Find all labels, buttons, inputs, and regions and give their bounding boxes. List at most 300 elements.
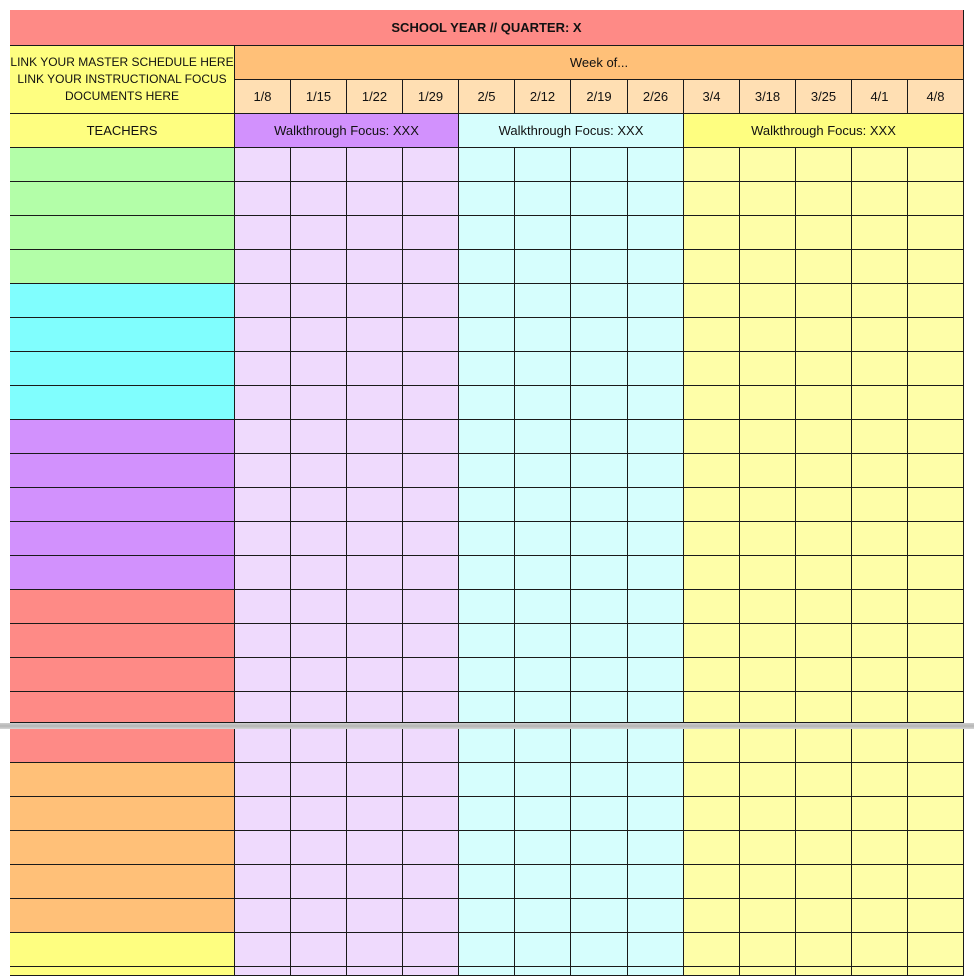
walkthrough-cell[interactable] (852, 797, 908, 831)
walkthrough-cell[interactable] (852, 148, 908, 182)
walkthrough-cell[interactable] (571, 454, 628, 488)
walkthrough-cell[interactable] (684, 352, 740, 386)
walkthrough-cell[interactable] (852, 590, 908, 624)
walkthrough-cell[interactable] (684, 624, 740, 658)
walkthrough-cell[interactable] (740, 658, 796, 692)
teacher-cell[interactable] (10, 624, 235, 658)
walkthrough-cell[interactable] (459, 216, 515, 250)
walkthrough-cell[interactable] (459, 182, 515, 216)
walkthrough-cell[interactable] (347, 250, 403, 284)
walkthrough-cell[interactable] (403, 967, 459, 976)
walkthrough-cell[interactable] (515, 899, 571, 933)
walkthrough-cell[interactable] (740, 692, 796, 723)
walkthrough-cell[interactable] (684, 797, 740, 831)
teachers-header[interactable] (10, 114, 235, 148)
walkthrough-cell[interactable] (571, 831, 628, 865)
walkthrough-cell[interactable] (347, 933, 403, 967)
walkthrough-cell[interactable] (796, 250, 852, 284)
walkthrough-cell[interactable] (459, 284, 515, 318)
walkthrough-cell[interactable] (908, 182, 964, 216)
walkthrough-cell[interactable] (684, 182, 740, 216)
walkthrough-cell[interactable] (235, 797, 291, 831)
walkthrough-cell[interactable] (235, 318, 291, 352)
walkthrough-cell[interactable] (852, 899, 908, 933)
walkthrough-cell[interactable] (403, 352, 459, 386)
walkthrough-cell[interactable] (628, 658, 684, 692)
walkthrough-cell[interactable] (347, 590, 403, 624)
walkthrough-cell[interactable] (515, 658, 571, 692)
walkthrough-cell[interactable] (291, 933, 347, 967)
walkthrough-cell[interactable] (347, 454, 403, 488)
walkthrough-cell[interactable] (347, 763, 403, 797)
walkthrough-cell[interactable] (459, 556, 515, 590)
walkthrough-cell[interactable] (235, 933, 291, 967)
walkthrough-cell[interactable] (796, 865, 852, 899)
walkthrough-cell[interactable] (403, 318, 459, 352)
walkthrough-cell[interactable] (571, 692, 628, 723)
walkthrough-cell[interactable] (796, 522, 852, 556)
walkthrough-cell[interactable] (459, 352, 515, 386)
walkthrough-cell[interactable] (740, 797, 796, 831)
walkthrough-cell[interactable] (628, 797, 684, 831)
walkthrough-cell[interactable] (347, 967, 403, 976)
walkthrough-cell[interactable] (291, 797, 347, 831)
walkthrough-cell[interactable] (347, 658, 403, 692)
walkthrough-cell[interactable] (403, 899, 459, 933)
walkthrough-cell[interactable] (852, 386, 908, 420)
walkthrough-cell[interactable] (291, 488, 347, 522)
walkthrough-cell[interactable] (459, 454, 515, 488)
walkthrough-cell[interactable] (740, 899, 796, 933)
walkthrough-cell[interactable] (347, 352, 403, 386)
week-3-4-header[interactable] (684, 80, 740, 114)
walkthrough-cell[interactable] (291, 729, 347, 763)
walkthrough-cell[interactable] (796, 797, 852, 831)
walkthrough-cell[interactable] (291, 556, 347, 590)
walkthrough-cell[interactable] (347, 148, 403, 182)
walkthrough-cell[interactable] (852, 933, 908, 967)
walkthrough-cell[interactable] (403, 250, 459, 284)
walkthrough-cell[interactable] (235, 148, 291, 182)
walkthrough-cell[interactable] (515, 624, 571, 658)
walkthrough-cell[interactable] (908, 797, 964, 831)
walkthrough-cell[interactable] (628, 556, 684, 590)
walkthrough-cell[interactable] (235, 454, 291, 488)
walkthrough-cell[interactable] (571, 797, 628, 831)
walkthrough-cell[interactable] (740, 420, 796, 454)
walkthrough-cell[interactable] (740, 522, 796, 556)
walkthrough-cell[interactable] (628, 865, 684, 899)
walkthrough-cell[interactable] (403, 624, 459, 658)
walkthrough-cell[interactable] (291, 899, 347, 933)
walkthrough-cell[interactable] (571, 865, 628, 899)
walkthrough-cell[interactable] (740, 318, 796, 352)
walkthrough-cell[interactable] (291, 624, 347, 658)
walkthrough-cell[interactable] (571, 729, 628, 763)
walkthrough-cell[interactable] (403, 865, 459, 899)
week-4-8-header[interactable] (908, 80, 964, 114)
walkthrough-cell[interactable] (796, 148, 852, 182)
walkthrough-cell[interactable] (291, 182, 347, 216)
walkthrough-cell[interactable] (684, 386, 740, 420)
walkthrough-cell[interactable] (684, 967, 740, 976)
walkthrough-cell[interactable] (347, 899, 403, 933)
walkthrough-cell[interactable] (347, 692, 403, 723)
walkthrough-cell[interactable] (908, 831, 964, 865)
walkthrough-cell[interactable] (291, 352, 347, 386)
walkthrough-cell[interactable] (235, 488, 291, 522)
walkthrough-cell[interactable] (459, 148, 515, 182)
walkthrough-cell[interactable] (852, 624, 908, 658)
walkthrough-cell[interactable] (235, 556, 291, 590)
walkthrough-cell[interactable] (796, 318, 852, 352)
instructional-focus-link[interactable]: LINK YOUR INSTRUCTIONAL FOCUS DOCUMENTS HERE (17, 72, 227, 103)
walkthrough-cell[interactable] (235, 182, 291, 216)
master-schedule-link[interactable]: LINK YOUR MASTER SCHEDULE HERE (10, 55, 234, 69)
walkthrough-cell[interactable] (852, 182, 908, 216)
walkthrough-focus-header-3[interactable] (684, 114, 964, 148)
walkthrough-cell[interactable] (347, 831, 403, 865)
walkthrough-cell[interactable] (740, 729, 796, 763)
walkthrough-cell[interactable] (459, 420, 515, 454)
walkthrough-cell[interactable] (852, 831, 908, 865)
walkthrough-cell[interactable] (684, 148, 740, 182)
walkthrough-cell[interactable] (235, 763, 291, 797)
walkthrough-cell[interactable] (235, 216, 291, 250)
walkthrough-cell[interactable] (459, 729, 515, 763)
walkthrough-cell[interactable] (515, 488, 571, 522)
teacher-cell[interactable] (10, 831, 235, 865)
week-4-1-header[interactable] (852, 80, 908, 114)
walkthrough-cell[interactable] (515, 318, 571, 352)
walkthrough-cell[interactable] (852, 522, 908, 556)
walkthrough-cell[interactable] (459, 522, 515, 556)
walkthrough-cell[interactable] (459, 318, 515, 352)
walkthrough-cell[interactable] (571, 216, 628, 250)
walkthrough-cell[interactable] (908, 763, 964, 797)
walkthrough-cell[interactable] (459, 967, 515, 976)
walkthrough-cell[interactable] (740, 967, 796, 976)
walkthrough-cell[interactable] (684, 216, 740, 250)
walkthrough-cell[interactable] (515, 386, 571, 420)
walkthrough-cell[interactable] (796, 729, 852, 763)
walkthrough-cell[interactable] (347, 729, 403, 763)
walkthrough-cell[interactable] (291, 284, 347, 318)
walkthrough-cell[interactable] (684, 865, 740, 899)
walkthrough-cell[interactable] (908, 250, 964, 284)
walkthrough-cell[interactable] (796, 454, 852, 488)
walkthrough-cell[interactable] (403, 763, 459, 797)
walkthrough-cell[interactable] (684, 763, 740, 797)
walkthrough-cell[interactable] (571, 318, 628, 352)
walkthrough-cell[interactable] (515, 692, 571, 723)
walkthrough-cell[interactable] (403, 522, 459, 556)
walkthrough-cell[interactable] (571, 488, 628, 522)
walkthrough-cell[interactable] (796, 933, 852, 967)
walkthrough-cell[interactable] (291, 658, 347, 692)
title-cell[interactable] (10, 10, 964, 46)
walkthrough-cell[interactable] (571, 522, 628, 556)
walkthrough-cell[interactable] (235, 967, 291, 976)
walkthrough-cell[interactable] (403, 556, 459, 590)
walkthrough-cell[interactable] (908, 454, 964, 488)
teacher-cell[interactable] (10, 967, 235, 976)
teacher-cell[interactable] (10, 933, 235, 967)
walkthrough-cell[interactable] (235, 658, 291, 692)
walkthrough-cell[interactable] (908, 488, 964, 522)
walkthrough-cell[interactable] (291, 454, 347, 488)
teacher-cell[interactable] (10, 318, 235, 352)
walkthrough-cell[interactable] (347, 556, 403, 590)
walkthrough-cell[interactable] (403, 831, 459, 865)
week-of-header[interactable] (235, 46, 964, 80)
walkthrough-cell[interactable] (515, 933, 571, 967)
walkthrough-cell[interactable] (684, 522, 740, 556)
teacher-cell[interactable] (10, 420, 235, 454)
walkthrough-cell[interactable] (403, 284, 459, 318)
walkthrough-cell[interactable] (571, 420, 628, 454)
walkthrough-cell[interactable] (796, 658, 852, 692)
walkthrough-cell[interactable] (347, 865, 403, 899)
walkthrough-cell[interactable] (571, 899, 628, 933)
walkthrough-cell[interactable] (796, 624, 852, 658)
walkthrough-cell[interactable] (852, 454, 908, 488)
week-1-8-header[interactable] (235, 80, 291, 114)
walkthrough-cell[interactable] (740, 454, 796, 488)
walkthrough-cell[interactable] (796, 352, 852, 386)
walkthrough-cell[interactable] (347, 216, 403, 250)
walkthrough-cell[interactable] (852, 250, 908, 284)
walkthrough-cell[interactable] (628, 284, 684, 318)
walkthrough-cell[interactable] (347, 488, 403, 522)
walkthrough-cell[interactable] (515, 352, 571, 386)
walkthrough-cell[interactable] (852, 284, 908, 318)
walkthrough-cell[interactable] (515, 250, 571, 284)
walkthrough-cell[interactable] (796, 420, 852, 454)
walkthrough-cell[interactable] (403, 933, 459, 967)
walkthrough-cell[interactable] (459, 797, 515, 831)
walkthrough-cell[interactable] (684, 284, 740, 318)
walkthrough-cell[interactable] (908, 420, 964, 454)
walkthrough-cell[interactable] (740, 624, 796, 658)
walkthrough-cell[interactable] (403, 797, 459, 831)
walkthrough-cell[interactable] (852, 865, 908, 899)
teacher-cell[interactable] (10, 692, 235, 723)
walkthrough-cell[interactable] (459, 933, 515, 967)
walkthrough-cell[interactable] (235, 590, 291, 624)
walkthrough-cell[interactable] (628, 522, 684, 556)
walkthrough-cell[interactable] (515, 556, 571, 590)
walkthrough-cell[interactable] (515, 967, 571, 976)
teacher-cell[interactable] (10, 284, 235, 318)
walkthrough-cell[interactable] (908, 899, 964, 933)
walkthrough-cell[interactable] (796, 692, 852, 723)
walkthrough-cell[interactable] (459, 590, 515, 624)
walkthrough-cell[interactable] (515, 831, 571, 865)
walkthrough-cell[interactable] (908, 556, 964, 590)
walkthrough-cell[interactable] (515, 797, 571, 831)
walkthrough-cell[interactable] (459, 488, 515, 522)
walkthrough-cell[interactable] (403, 658, 459, 692)
walkthrough-cell[interactable] (571, 624, 628, 658)
walkthrough-cell[interactable] (291, 831, 347, 865)
teacher-cell[interactable] (10, 763, 235, 797)
walkthrough-cell[interactable] (628, 692, 684, 723)
walkthrough-cell[interactable] (684, 899, 740, 933)
walkthrough-cell[interactable] (852, 488, 908, 522)
walkthrough-cell[interactable] (628, 763, 684, 797)
walkthrough-cell[interactable] (740, 933, 796, 967)
teacher-cell[interactable] (10, 899, 235, 933)
walkthrough-cell[interactable] (403, 454, 459, 488)
walkthrough-cell[interactable] (235, 624, 291, 658)
walkthrough-cell[interactable] (571, 148, 628, 182)
walkthrough-cell[interactable] (852, 216, 908, 250)
walkthrough-cell[interactable] (459, 624, 515, 658)
teacher-cell[interactable] (10, 148, 235, 182)
walkthrough-focus-header-1[interactable] (235, 114, 459, 148)
walkthrough-cell[interactable] (684, 658, 740, 692)
walkthrough-cell[interactable] (403, 182, 459, 216)
walkthrough-cell[interactable] (459, 763, 515, 797)
walkthrough-cell[interactable] (628, 729, 684, 763)
teacher-cell[interactable] (10, 216, 235, 250)
walkthrough-cell[interactable] (628, 624, 684, 658)
walkthrough-cell[interactable] (908, 216, 964, 250)
teacher-cell[interactable] (10, 182, 235, 216)
walkthrough-cell[interactable] (571, 763, 628, 797)
walkthrough-cell[interactable] (796, 556, 852, 590)
walkthrough-cell[interactable] (908, 352, 964, 386)
walkthrough-cell[interactable] (515, 590, 571, 624)
walkthrough-cell[interactable] (796, 386, 852, 420)
frozen-rows-divider[interactable] (0, 723, 974, 729)
walkthrough-cell[interactable] (515, 763, 571, 797)
walkthrough-cell[interactable] (796, 967, 852, 976)
walkthrough-cell[interactable] (684, 590, 740, 624)
walkthrough-cell[interactable] (796, 488, 852, 522)
walkthrough-cell[interactable] (235, 729, 291, 763)
teacher-cell[interactable] (10, 729, 235, 763)
walkthrough-cell[interactable] (459, 386, 515, 420)
walkthrough-cell[interactable] (908, 522, 964, 556)
walkthrough-cell[interactable] (235, 352, 291, 386)
walkthrough-cell[interactable] (291, 865, 347, 899)
teacher-cell[interactable] (10, 797, 235, 831)
walkthrough-cell[interactable] (740, 831, 796, 865)
walkthrough-cell[interactable] (403, 420, 459, 454)
walkthrough-cell[interactable] (740, 284, 796, 318)
walkthrough-cell[interactable] (852, 556, 908, 590)
walkthrough-cell[interactable] (291, 967, 347, 976)
walkthrough-cell[interactable] (796, 284, 852, 318)
walkthrough-cell[interactable] (515, 284, 571, 318)
teacher-cell[interactable] (10, 522, 235, 556)
walkthrough-cell[interactable] (852, 658, 908, 692)
walkthrough-cell[interactable] (852, 352, 908, 386)
walkthrough-cell[interactable] (571, 182, 628, 216)
walkthrough-cell[interactable] (684, 692, 740, 723)
walkthrough-cell[interactable] (347, 420, 403, 454)
walkthrough-cell[interactable] (291, 692, 347, 723)
walkthrough-cell[interactable] (347, 182, 403, 216)
walkthrough-cell[interactable] (628, 318, 684, 352)
walkthrough-cell[interactable] (459, 692, 515, 723)
walkthrough-cell[interactable] (852, 967, 908, 976)
walkthrough-cell[interactable] (403, 148, 459, 182)
walkthrough-cell[interactable] (628, 420, 684, 454)
walkthrough-cell[interactable] (684, 831, 740, 865)
walkthrough-cell[interactable] (515, 454, 571, 488)
week-1-22-header[interactable] (347, 80, 403, 114)
walkthrough-cell[interactable] (291, 386, 347, 420)
teacher-cell[interactable] (10, 454, 235, 488)
walkthrough-cell[interactable] (908, 318, 964, 352)
walkthrough-cell[interactable] (684, 933, 740, 967)
walkthrough-cell[interactable] (796, 763, 852, 797)
walkthrough-cell[interactable] (459, 250, 515, 284)
walkthrough-cell[interactable] (740, 352, 796, 386)
walkthrough-cell[interactable] (740, 763, 796, 797)
teacher-cell[interactable] (10, 386, 235, 420)
week-2-19-header[interactable] (571, 80, 628, 114)
walkthrough-cell[interactable] (852, 318, 908, 352)
walkthrough-cell[interactable] (628, 590, 684, 624)
walkthrough-cell[interactable] (459, 658, 515, 692)
walkthrough-cell[interactable] (852, 763, 908, 797)
walkthrough-cell[interactable] (291, 420, 347, 454)
walkthrough-cell[interactable] (908, 284, 964, 318)
walkthrough-cell[interactable] (291, 590, 347, 624)
walkthrough-cell[interactable] (291, 522, 347, 556)
walkthrough-cell[interactable] (852, 420, 908, 454)
walkthrough-cell[interactable] (291, 216, 347, 250)
week-2-5-header[interactable] (459, 80, 515, 114)
walkthrough-cell[interactable] (796, 831, 852, 865)
walkthrough-cell[interactable] (908, 729, 964, 763)
week-3-18-header[interactable] (740, 80, 796, 114)
walkthrough-cell[interactable] (628, 250, 684, 284)
walkthrough-cell[interactable] (740, 250, 796, 284)
walkthrough-cell[interactable] (347, 386, 403, 420)
walkthrough-cell[interactable] (796, 216, 852, 250)
walkthrough-cell[interactable] (291, 763, 347, 797)
walkthrough-cell[interactable] (515, 729, 571, 763)
walkthrough-cell[interactable] (796, 899, 852, 933)
week-1-29-header[interactable] (403, 80, 459, 114)
walkthrough-cell[interactable] (235, 250, 291, 284)
walkthrough-cell[interactable] (235, 899, 291, 933)
walkthrough-cell[interactable] (684, 488, 740, 522)
walkthrough-cell[interactable] (628, 216, 684, 250)
week-2-12-header[interactable] (515, 80, 571, 114)
walkthrough-cell[interactable] (628, 899, 684, 933)
walkthrough-cell[interactable] (235, 420, 291, 454)
teacher-cell[interactable] (10, 658, 235, 692)
walkthrough-cell[interactable] (515, 148, 571, 182)
walkthrough-cell[interactable] (740, 488, 796, 522)
walkthrough-cell[interactable] (235, 386, 291, 420)
walkthrough-cell[interactable] (628, 454, 684, 488)
walkthrough-cell[interactable] (908, 624, 964, 658)
walkthrough-cell[interactable] (403, 216, 459, 250)
walkthrough-cell[interactable] (684, 556, 740, 590)
walkthrough-cell[interactable] (571, 352, 628, 386)
walkthrough-cell[interactable] (515, 216, 571, 250)
walkthrough-cell[interactable] (403, 692, 459, 723)
walkthrough-cell[interactable] (515, 522, 571, 556)
walkthrough-cell[interactable] (796, 590, 852, 624)
